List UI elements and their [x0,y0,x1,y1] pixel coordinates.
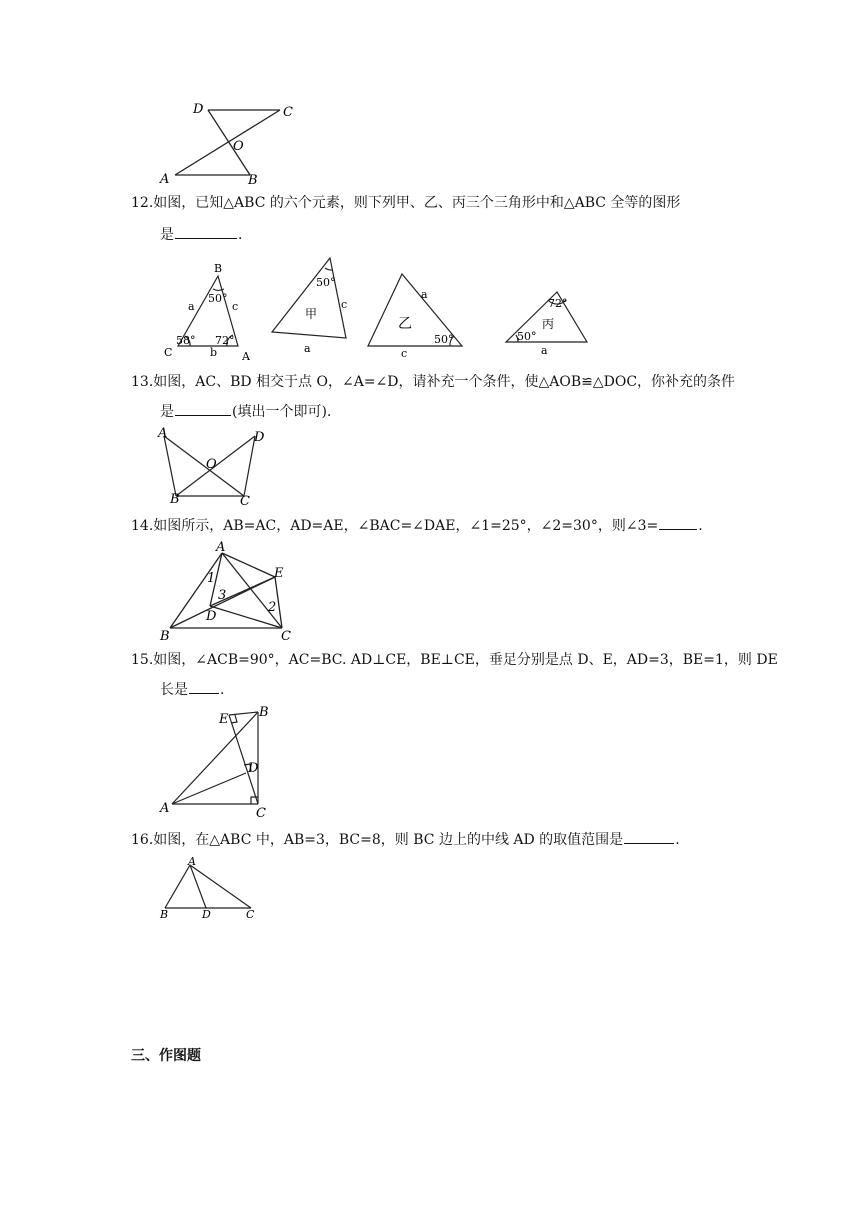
fig15-label-B: B [259,705,269,720]
fig13-label-B: B [170,492,180,507]
fig14-angle-2: 2 [268,600,277,615]
question-12-line1: 12.如图，已知△ABC 的六个元素，则下列甲、乙、丙三个三角形中和△ABC 全等的图形 [131,195,681,211]
fig16-label-B: B [160,908,169,921]
question-16-end: . [675,832,680,848]
question-14-text: 14.如图所示，AB=AC，AD=AE，∠BAC=∠DAE，∠1=25°，∠2=30°，则∠3= [131,518,659,534]
fig14-label-D: D [206,609,217,624]
question-15-prefix: 长是 [160,682,188,698]
fig15-label-E: E [219,712,229,727]
fig15-label-A: A [160,801,170,816]
fig13-label-O: O [206,457,217,472]
label-C: C [283,105,293,120]
label-O: O [233,139,244,154]
fig12-label-B: B [214,262,223,275]
fig13-label-C: C [240,494,250,509]
question-15-line1: 15.如图，∠ACB=90°，AC=BC. AD⊥CE，BE⊥CE，垂足分别是点 D、E，AD=3，BE=1，则 DE [131,652,778,668]
fig12-jia-name: 甲 [305,307,318,321]
fig14-label-E: E [274,566,284,581]
fig12-yi-angle: 50° [434,333,454,346]
question-13-prefix: 是 [160,404,174,420]
fig15-label-D: D [248,761,259,776]
fig12-label-c: c [232,300,239,313]
fig12-bing-angle2: 50° [517,330,537,343]
fig12-jia-a: a [304,342,311,355]
section-3-title: 三、作图题 [131,1048,201,1064]
question-12-prefix: 是 [160,227,174,243]
label-B: B [248,173,258,188]
question-16-text: 16.如图，在△ABC 中，AB=3，BC=8，则 BC 边上的中线 AD 的取值范围是 [131,832,624,848]
fig16-label-C: C [246,908,255,921]
fig12-label-b: b [210,346,218,359]
fig12-bing-a: a [541,344,548,357]
fig12-bing-name: 丙 [542,317,555,331]
label-D: D [193,102,204,117]
question-15-end: . [220,682,225,698]
question-13-line1: 13.如图，AC、BD 相交于点 O，∠A=∠D，请补充一个条件，使△AOB≌△DOC，你补充的条件 [131,374,736,390]
fig16-label-D: D [202,908,211,921]
fig12-jia-angle: 50° [316,276,336,289]
fig13-label-D: D [254,430,265,445]
fig14-label-C: C [281,629,291,644]
fig12-yi-name: 乙 [398,316,412,332]
fig15-label-C: C [256,806,266,821]
fig14-angle-3: 3 [218,588,227,603]
fig13-label-A: A [158,426,168,441]
fig12-yi-a: a [421,288,428,301]
fig12-angle-A: 72° [215,334,235,347]
fig12-angle-C: 58° [176,334,196,347]
fig12-label-C: C [164,346,173,359]
question-13-suffix: (填出一个即可). [232,404,332,420]
fig12-label-A: A [242,350,250,363]
fig14-label-A: A [216,540,226,555]
fig14-angle-1: 1 [207,571,216,586]
question-14-end: . [698,518,703,534]
fig12-bing-angle1: 72° [548,297,568,310]
label-A: A [160,172,170,187]
question-12-end: . [238,227,243,243]
fig12-yi-c: c [401,347,408,360]
fig12-jia-c: c [341,298,348,311]
fig12-label-a: a [188,300,195,313]
fig16-label-A: A [188,855,196,868]
fig14-label-B: B [160,629,170,644]
fig12-angle-B: 50° [208,292,228,305]
